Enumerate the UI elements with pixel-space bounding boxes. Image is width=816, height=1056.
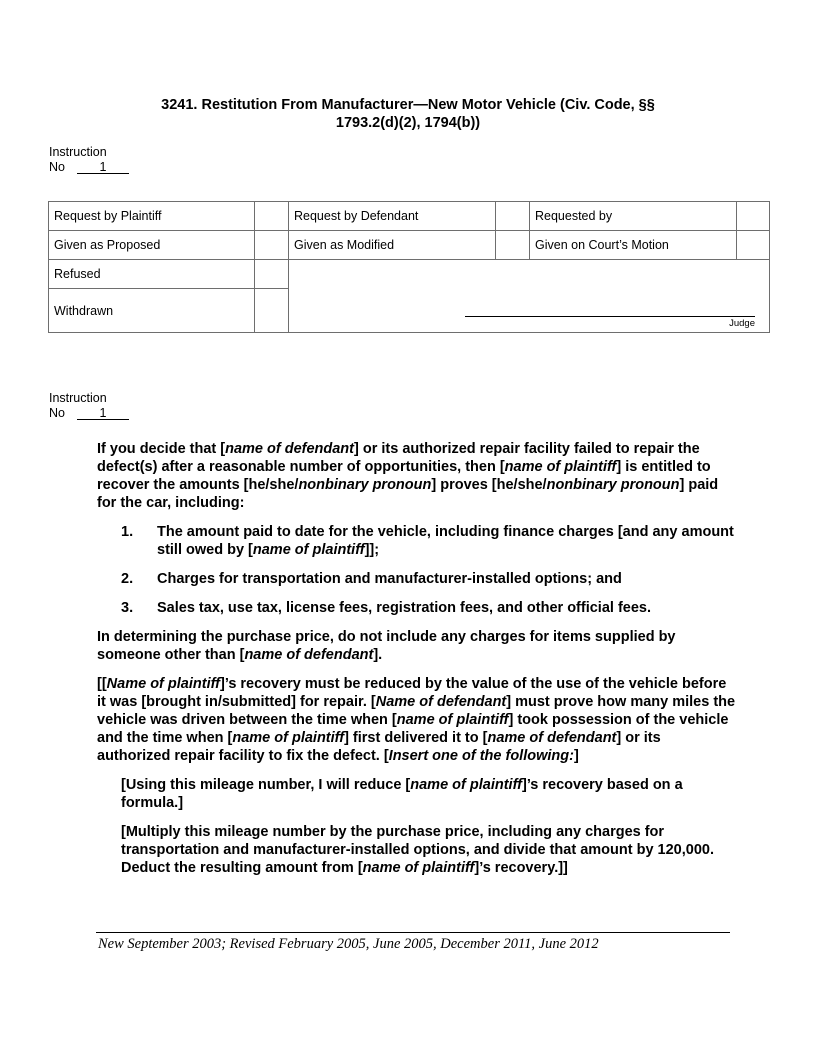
option-1: [Using this mileage number, I will reduce [name of plaintiff]’s recovery based on a formula.] bbox=[121, 777, 683, 811]
option-2: [Multiply this mileage number by the purchase price, including any charges for transportation and manufacturer-installed options, and divide that amount by 120,000. Deduct the resulting amount from [name of plaintiff]’s recovery.]] bbox=[121, 824, 714, 876]
paragraph-3: [[Name of plaintiff]’s recovery must be reduced by the value of the use of the vehicle before it was [brought in/submitted] for repair. [Name of defendant] must prove how many miles the vehicle was driven between the time when [name of plaintiff] took possession of the vehicle and the time when [name of plaintiff] first delivered it to [name of defendant] or its authorized repair facility to fix the defect. [Insert one of the following:] bbox=[97, 676, 736, 764]
signature-line bbox=[465, 316, 755, 317]
instruction-number: 1 bbox=[77, 161, 129, 174]
paragraph-1: If you decide that [name of defendant] or its authorized repair facility failed to repair the defect(s) after a reasonable number of opportunities, then [name of plaintiff] is entitled to recover the amounts [he/she/nonbinary pronoun] proves [he/she/nonbinary pronoun] paid for the car, including: bbox=[97, 441, 719, 511]
list-item: 2. Charges for transportation and manufacturer-installed options; and bbox=[121, 571, 622, 587]
requested-by-checkbox[interactable] bbox=[737, 202, 770, 231]
given-on-court-motion-label: Given on Court’s Motion bbox=[530, 231, 737, 260]
withdrawn-checkbox[interactable] bbox=[255, 289, 289, 333]
revision-history: New September 2003; Revised February 2005, June 2005, December 2011, June 2012 bbox=[98, 936, 599, 952]
given-as-modified-checkbox[interactable] bbox=[496, 231, 530, 260]
instruction-number-block-bottom bbox=[49, 391, 129, 420]
table-row bbox=[49, 231, 770, 260]
instruction-body bbox=[97, 440, 737, 888]
footer-divider bbox=[96, 932, 730, 933]
request-by-defendant-label: Request by Defendant bbox=[289, 202, 496, 231]
refused-label: Refused bbox=[49, 260, 255, 289]
given-on-court-motion-checkbox[interactable] bbox=[737, 231, 770, 260]
list-item: 3. Sales tax, use tax, license fees, registration fees, and other official fees. bbox=[121, 600, 652, 616]
judge-label: Judge bbox=[729, 318, 755, 329]
given-as-modified-label: Given as Modified bbox=[289, 231, 496, 260]
request-by-plaintiff-checkbox[interactable] bbox=[255, 202, 289, 231]
request-by-defendant-checkbox[interactable] bbox=[496, 202, 530, 231]
title-line-2: 1793.2(d)(2), 1794(b)) bbox=[335, 115, 481, 131]
instruction-label: Instruction bbox=[49, 145, 107, 159]
no-label: No bbox=[49, 159, 65, 174]
table-row bbox=[49, 202, 770, 231]
requested-by-label: Requested by bbox=[530, 202, 737, 231]
given-as-proposed-label: Given as Proposed bbox=[49, 231, 255, 260]
table-row bbox=[49, 260, 770, 289]
instruction-number: 1 bbox=[77, 407, 129, 420]
instruction-number-block-top bbox=[49, 145, 129, 174]
given-as-proposed-checkbox[interactable] bbox=[255, 231, 289, 260]
recovery-items-list bbox=[97, 523, 737, 617]
title-line-1: 3241. Restitution From Manufacturer—New Motor Vehicle (Civ. Code, §§ bbox=[161, 97, 655, 113]
paragraph-2: In determining the purchase price, do not include any charges for items supplied by someone other than [name of defendant]. bbox=[97, 629, 676, 663]
refused-checkbox[interactable] bbox=[255, 260, 289, 289]
judge-signature-area[interactable] bbox=[289, 260, 770, 333]
withdrawn-label: Withdrawn bbox=[49, 289, 255, 333]
no-label: No bbox=[49, 405, 65, 420]
instruction-label: Instruction bbox=[49, 391, 107, 405]
request-table bbox=[48, 201, 770, 333]
request-by-plaintiff-label: Request by Plaintiff bbox=[49, 202, 255, 231]
page-title bbox=[96, 96, 720, 132]
list-item: 1. The amount paid to date for the vehicle, including finance charges [and any amount still owed by [name of plaintiff]]; bbox=[121, 524, 734, 558]
